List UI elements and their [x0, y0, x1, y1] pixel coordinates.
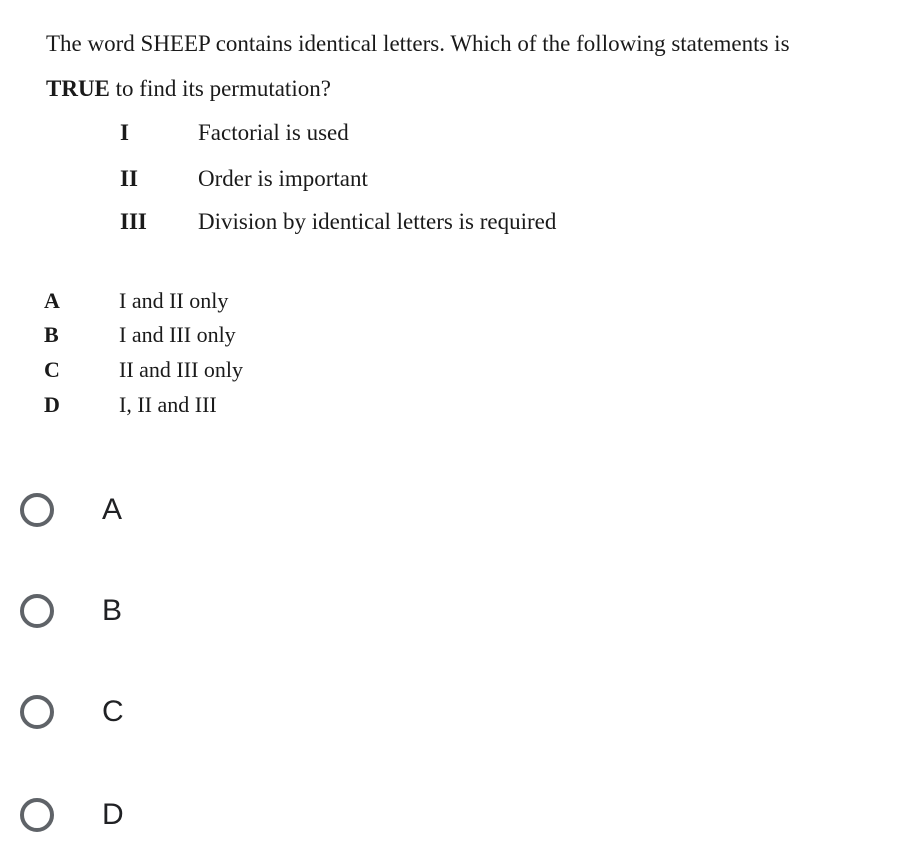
choice-label[interactable]: B	[102, 594, 123, 627]
statement-number: III	[120, 209, 147, 234]
radio-button[interactable]	[20, 594, 54, 628]
option-c	[44, 357, 243, 383]
option-d	[44, 392, 217, 418]
option-text: I and II only	[119, 288, 229, 313]
statement-number: II	[120, 166, 138, 191]
question-text-rest: to find its permutation?	[109, 76, 331, 101]
choice-d[interactable]	[20, 792, 220, 838]
choice-label[interactable]: A	[102, 493, 123, 526]
question-text-line-1: The word SHEEP contains identical letters. Which of the following statements is	[46, 31, 790, 56]
radio-button[interactable]	[20, 798, 54, 832]
statement-i	[120, 119, 349, 147]
statement-iii	[120, 208, 556, 236]
option-text: II and III only	[119, 357, 244, 382]
statement-ii	[120, 165, 368, 193]
option-text: I and III only	[119, 322, 236, 347]
statement-text: Order is important	[198, 166, 368, 191]
radio-button[interactable]	[20, 695, 54, 729]
option-letter: B	[44, 322, 59, 347]
choice-c[interactable]	[20, 689, 220, 735]
question-emphasis: TRUE	[46, 76, 110, 101]
choice-label[interactable]: D	[102, 798, 124, 831]
choice-label[interactable]: C	[102, 695, 124, 728]
option-text: I, II and III	[119, 392, 217, 417]
statement-text: Division by identical letters is required	[198, 209, 557, 234]
statement-text: Factorial is used	[198, 120, 349, 145]
radio-button[interactable]	[20, 493, 54, 527]
choice-b[interactable]	[20, 588, 220, 634]
statement-number: I	[120, 120, 129, 145]
option-a	[44, 288, 228, 314]
choice-a[interactable]	[20, 487, 220, 533]
question-text-line-2	[46, 75, 331, 103]
option-b	[44, 322, 236, 348]
option-letter: D	[44, 392, 60, 417]
option-letter: C	[44, 357, 60, 382]
option-letter: A	[44, 288, 60, 313]
